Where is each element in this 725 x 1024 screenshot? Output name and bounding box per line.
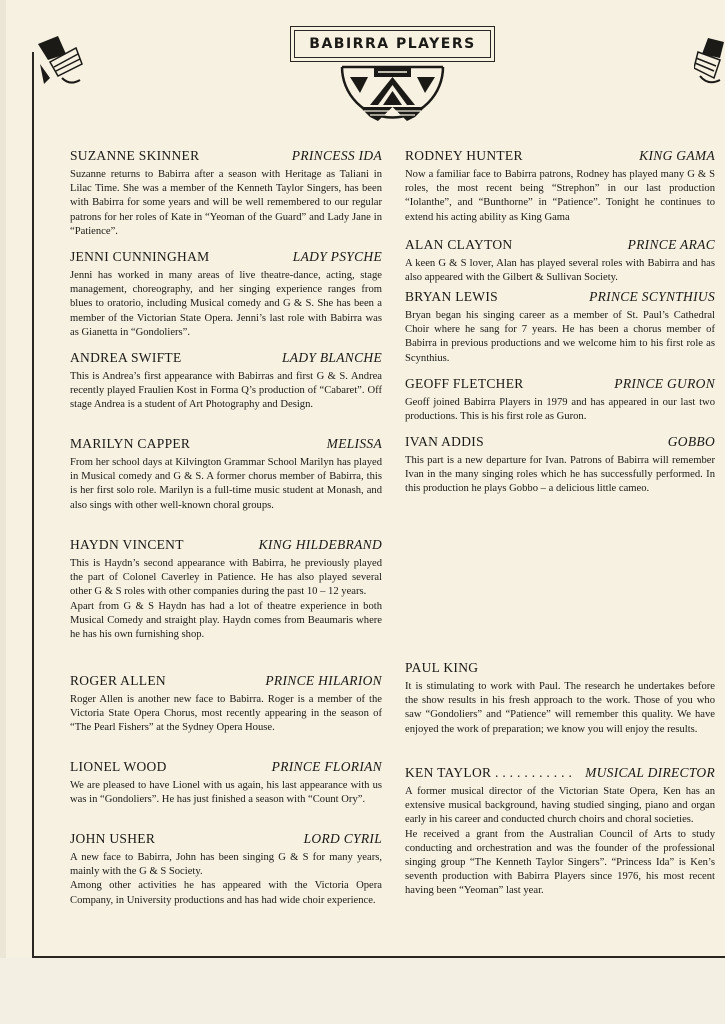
cast-name: JENNI CUNNINGHAM (70, 249, 210, 264)
director-role: MUSICAL DIRECTOR (585, 765, 715, 780)
bio-paragraph: It is stimulating to work with Paul. The research he undertakes before the show results in his fresh approach to the work. Those of you who saw “Gondoliers” and “Patience” will remember this quality. We have enjoyed the work of preparation; we know you will enjoy the results. (405, 681, 715, 735)
bio-paragraph: He received a grant from the Australian Council of Arts to study conducting and orchestration and was the founder of the professional singing group “The Kenneth Taylor Singers”. “Princess Ida” is Ken’s seventh production with Babirra Players since 1976, his most recent having been “Yeoman” last year. (405, 828, 715, 897)
cast-role: MELISSA (326, 436, 382, 451)
bio-paragraph: From her school days at Kilvington Grammar School Marilyn has played in Musical comedy and G & S. A former chorus member of Babirra, this is her first solo role. Marilyn is a full-time music student at Monash, and also sings with other well-known choral groups. (70, 457, 382, 511)
cast-entry (70, 759, 382, 807)
bio-paragraph: Jenni has worked in many areas of live theatre-dance, acting, stage management, choreography, and her singing experience ranges from blues to oratorio, including Musical comedy and G & S. She has been a member of the Victorian State Opera. Jenni’s last role with Babirra was as Gianetta in “Gondoliers”. (70, 270, 382, 338)
cast-name: JOHN USHER (70, 831, 156, 846)
cast-name: HAYDN VINCENT (70, 537, 184, 552)
cast-name: SUZANNE SKINNER (70, 148, 200, 163)
cast-role: KING HILDEBRAND (258, 537, 382, 552)
cast-name: ALAN CLAYTON (405, 237, 513, 252)
bio-paragraph: Roger Allen is another new face to Babirra. Roger is a member of the Victoria State Opera Chorus, most recently appearing in the season of “The Pearl Fishers” at the Sydney Opera House. (70, 694, 382, 734)
babirra-logo-icon (340, 63, 445, 125)
bio-paragraph: Suzanne returns to Babirra after a season with Heritage as Taliani in Lilac Time. She was a member of the Kenneth Taylor Singers, has been with Babirra for some years and will be well remembered to our regular patrons for her roles of Kate in “Yeoman of the Guard” and Lady Jane in “Patience”. (70, 169, 382, 237)
page-bottom-margin (0, 958, 725, 1024)
cast-entry (70, 350, 382, 413)
cast-entry (405, 148, 715, 225)
bio-paragraph: Now a familiar face to Babirra patrons, Rodney has played many G & S roles, the most recent being “Strephon” in our last production “Iolanthe”, and “Bunthorne” in “Patience”. Tonight he continues to extend his acting ability as King Gama (405, 169, 715, 223)
cast-bio (70, 779, 382, 807)
director-entry (405, 765, 715, 899)
cast-name: MARILYN CAPPER (70, 436, 191, 451)
bio-paragraph: We are pleased to have Lionel with us again, his last appearance with us was in “Gondoliers”. He has just finished a season with “Count Ory”. (70, 780, 382, 806)
page-title: BABIRRA PLAYERS (309, 36, 476, 52)
cast-name: LIONEL WOOD (70, 759, 167, 774)
cast-bio (70, 370, 382, 413)
cast-entry (70, 148, 382, 239)
bio-paragraph: This is Andrea’s first appearance with Babirras and first G & S. Andrea recently played Fraulien Kost in Forma Q’s production of “Cabaret”. Off stage Andrea is a student of Art Photography and Design. (70, 371, 382, 411)
bio-paragraph: This part is a new departure for Ivan. Patrons of Babirra will remember Ivan in the many singing roles which he has successfully performed. In this production he plays Gobbo – a delicious little cameo. (405, 455, 715, 495)
cast-bio (405, 257, 715, 285)
bio-paragraph: A new face to Babirra, John has been singing G & S for many years, mainly with the G & S Society. (70, 852, 382, 878)
cast-bio (70, 456, 382, 513)
page-edge-shadow (0, 0, 6, 1024)
cast-bio (405, 396, 715, 424)
bio-paragraph: Geoff joined Babirra Players in 1979 and has appeared in our last two productions. This is his first role as Guron. (405, 397, 715, 423)
cast-name: IVAN ADDIS (405, 434, 484, 449)
cast-bio (405, 168, 715, 225)
bio-paragraph: A keen G & S lover, Alan has played several roles with Babirra and has also appeared with the Gilbert & Sullivan Society. (405, 258, 715, 284)
cast-role: GOBBO (667, 434, 715, 449)
cast-entry (70, 436, 382, 513)
cast-bio (70, 168, 382, 239)
cast-bio (405, 454, 715, 497)
director-bio (405, 680, 715, 737)
cast-entry (70, 249, 382, 340)
cast-role: LORD CYRIL (303, 831, 382, 846)
cast-bio (70, 557, 382, 642)
bio-paragraph: This is Haydn’s second appearance with Babirra, he previously played the part of Colonel Caverley in Patience. He has also played several other G & S roles with other companies during the past 10 – 12 years. (70, 558, 382, 598)
cast-name: BRYAN LEWIS (405, 289, 498, 304)
cast-bio (70, 269, 382, 340)
cast-role: PRINCE HILARION (265, 673, 382, 688)
cast-entry (70, 673, 382, 736)
cast-entry (70, 537, 382, 642)
corner-ornament-right-icon (694, 36, 725, 88)
cast-role: LADY PSYCHE (292, 249, 382, 264)
corner-ornament-left-icon (36, 34, 86, 88)
cast-role: PRINCE FLORIAN (271, 759, 382, 774)
cast-entry (405, 289, 715, 366)
cast-bio (70, 851, 382, 908)
cast-entry (405, 434, 715, 497)
director-name: KEN TAYLOR . . . . . . . . . . . (405, 765, 573, 780)
bio-paragraph: Among other activities he has appeared with the Victoria Opera Company, in University productions and has had wide choir experience. (70, 880, 382, 906)
cast-name: ROGER ALLEN (70, 673, 166, 688)
cast-entry (405, 237, 715, 285)
cast-name: RODNEY HUNTER (405, 148, 523, 163)
director-bio (405, 785, 715, 899)
cast-role: PRINCESS IDA (291, 148, 382, 163)
cast-role: PRINCE SCYNTHIUS (589, 289, 715, 304)
cast-role: PRINCE GURON (614, 376, 715, 391)
cast-name: ANDREA SWIFTE (70, 350, 182, 365)
cast-bio (405, 309, 715, 366)
cast-entry (70, 831, 382, 908)
director-entry (405, 660, 715, 737)
cast-role: KING GAMA (639, 148, 715, 163)
cast-name: GEOFF FLETCHER (405, 376, 524, 391)
cast-bio (70, 693, 382, 736)
cast-entry (405, 376, 715, 424)
bio-paragraph: A former musical director of the Victorian State Opera, Ken has an extensive musical background, having studied singing, piano and organ early in his career and conducted church choirs and choral societies. (405, 786, 715, 826)
title-box (290, 26, 495, 62)
cast-role: LADY BLANCHE (282, 350, 382, 365)
cast-role: PRINCE ARAC (627, 237, 715, 252)
bio-paragraph: Apart from G & S Haydn has had a lot of theatre experience in both Musical Comedy and straight play. Haydn comes from Beaumaris where he has his own furnishing shop. (70, 600, 382, 641)
director-name: PAUL KING (405, 660, 479, 675)
bio-paragraph: Bryan began his singing career as a member of St. Paul’s Cathedral Choir where he sang for 7 years. He has been a chorus member of Babirra in previous productions and we welcome him to his first role as Scynthius. (405, 310, 715, 364)
